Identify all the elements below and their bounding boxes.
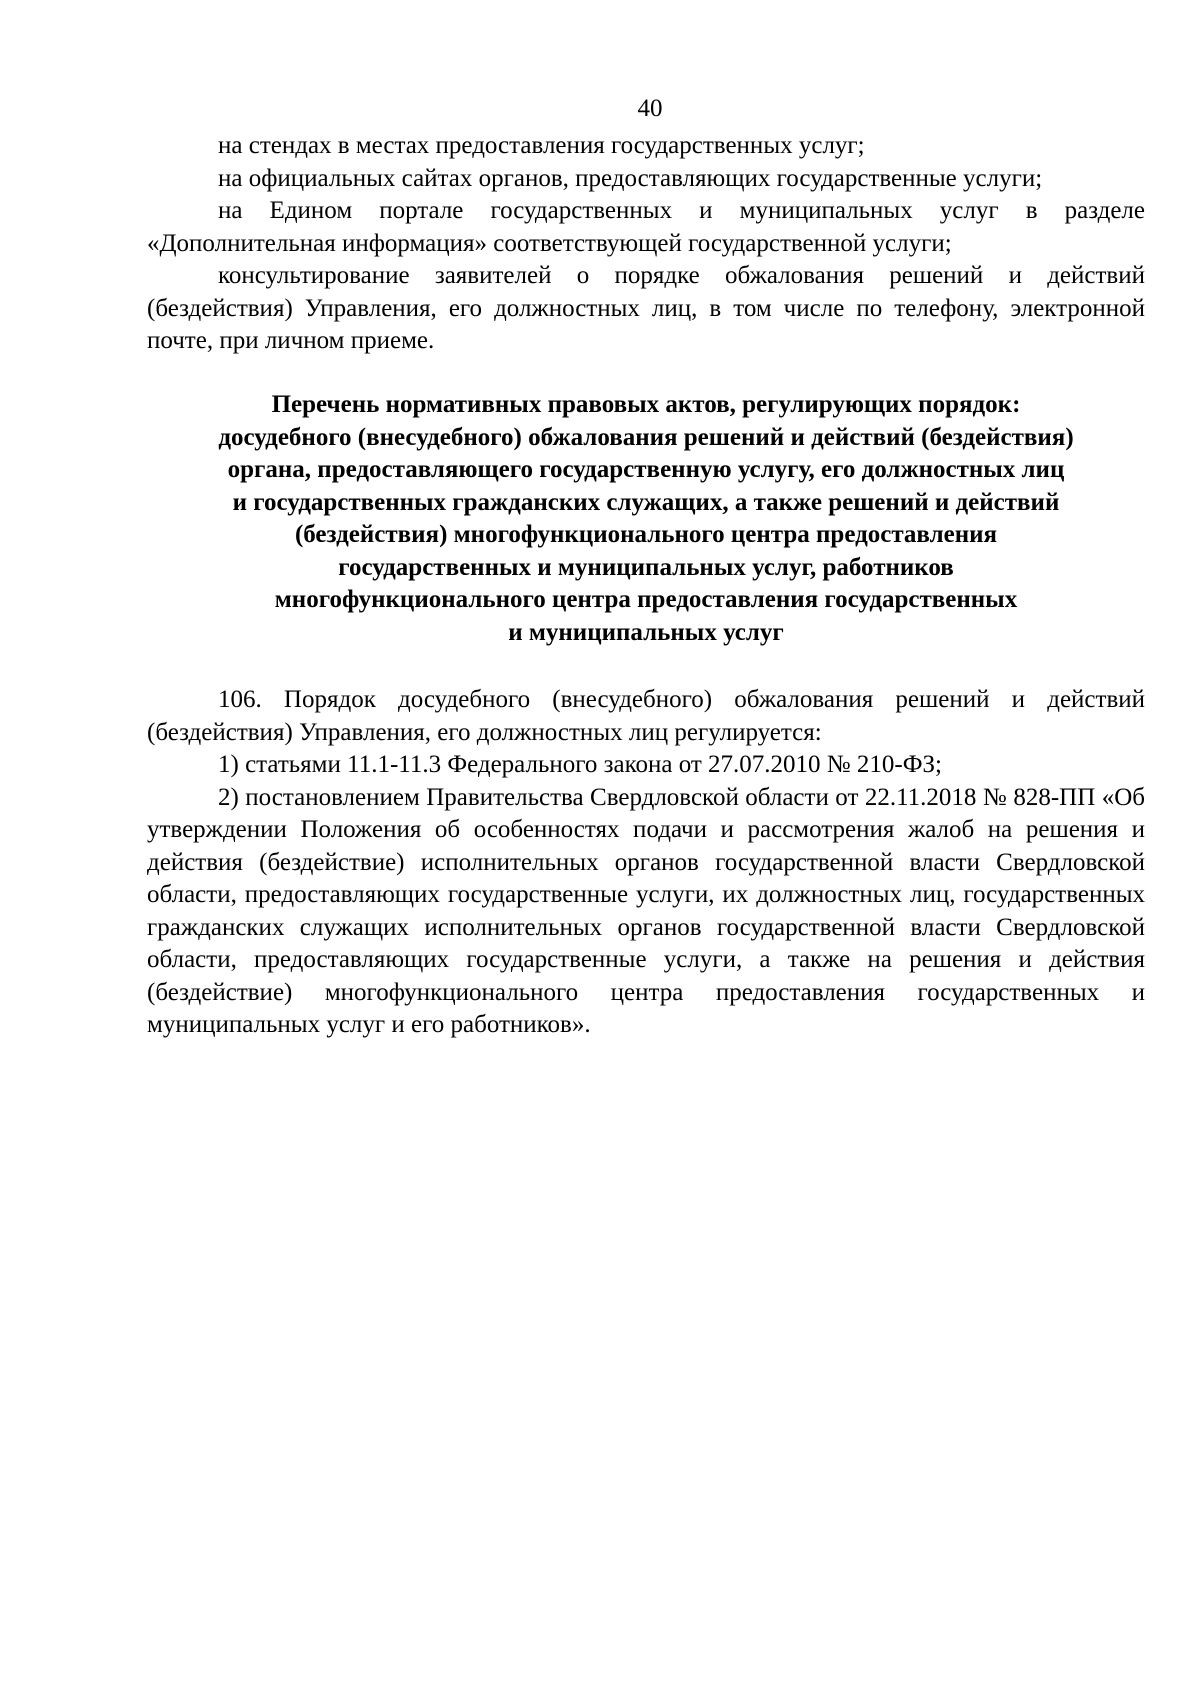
paragraph-official-sites: на официальных сайтах органов, предоставляющих государственные услуги; (218, 164, 1043, 192)
heading-line: досудебного (внесудебного) обжалования решений и действий (бездействия) (218, 423, 1074, 451)
list-item-1: 1) статьями 11.1-11.3 Федерального закона от 27.07.2010 № 210-ФЗ; (218, 751, 942, 778)
section-heading (147, 389, 1145, 649)
list-item-2: 2) постановлением Правительства Свердловской области от 22.11.2018 № 828-ПП «Об утверждении Положения об особенностях подачи и рассмотрения жалоб на решения и действия (бездействие) исполнительных органов государственной власти Свердловской области, предоставляющих государственные услуги, их должностных лиц, государственных гражданских служащих исполнительных органов государственной власти Свердловской области, предоставляющих государственные услуги, а также на решения и действия (бездействие) многофункционального центра предоставления государственных и муниципальных услуг и его работников». (147, 783, 1145, 1038)
top-section (147, 130, 1145, 358)
heading-line: органа, предоставляющего государственную услугу, его должностных лиц (227, 456, 1065, 483)
heading-line: многофункционального центра предоставления государственных (274, 586, 1018, 613)
heading-line: государственных и муниципальных услуг, работников (338, 553, 954, 581)
heading-line: и муниципальных услуг (508, 618, 784, 646)
heading-line: (бездействия) многофункционального центра предоставления (294, 521, 998, 548)
paragraph-consulting: консультирование заявителей о порядке обжалования решений и действий (бездействия) Управления, его должностных лиц, в том числе по телефону, электронной почте, при личном приеме. (147, 262, 1145, 354)
paragraph-106: 106. Порядок досудебного (внесудебного) обжалования решений и действий (бездействия) Управления, его должностных лиц регулируется: (147, 686, 1145, 746)
heading-line: Перечень нормативных правовых актов, регулирующих порядок: (271, 391, 1021, 418)
paragraph-stands: на стендах в местах предоставления государственных услуг; (218, 132, 865, 159)
heading-line: и государственных гражданских служащих, а также решений и действий (232, 488, 1060, 516)
page-number: 40 (637, 95, 663, 122)
paragraph-unified-portal: на Едином портале государственных и муниципальных услуг в разделе «Дополнительная информация» соответствующей государственной услуги; (147, 197, 1145, 257)
bottom-section (147, 684, 1145, 1042)
